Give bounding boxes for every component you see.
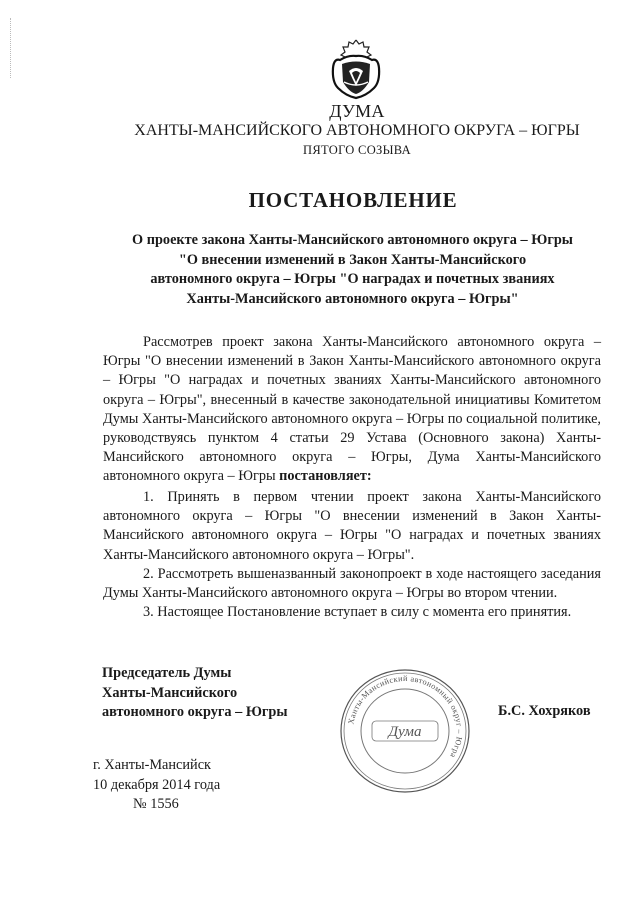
coat-of-arms-icon — [328, 38, 384, 100]
issuer-name: ДУМА — [329, 101, 385, 121]
signatory-name: Б.С. Хохряков — [498, 703, 591, 719]
resolution-item-1: 1. Принять в первом чтении проект закона Ханты-Мансийского автономного округа – Югры "О внесении изменений в Закон Ханты-Мансийского автономного округа – Югры "О наградах и почетных званиях Ханты-Мансийского автономного округа – Югры". — [103, 489, 601, 563]
resolution-item-2: 2. Рассмотреть вышеназванный законопроект в ходе настоящего заседания Думы Ханты-Мансийского автономного округа – Югры во втором чтении. — [103, 565, 601, 602]
resolves-word: постановляет: — [279, 468, 372, 485]
signatory-title — [102, 664, 288, 723]
subject-line: О проекте закона Ханты-Мансийского автономного округа – Югры — [132, 232, 573, 248]
issuer-region: ХАНТЫ-МАНСИЙСКОГО АВТОНОМНОГО ОКРУГА – ЮГРЫ — [134, 122, 580, 139]
document-subject — [100, 231, 605, 309]
subject-line: Ханты-Мансийского автономного округа – Югры" — [186, 290, 519, 307]
issue-city: г. Ханты-Мансийск — [93, 757, 211, 773]
issue-details — [93, 756, 220, 815]
subject-line: автономного округа – Югры "О наградах и почетных званиях — [150, 271, 555, 287]
signatory-title-line: Ханты-Мансийского — [102, 684, 238, 701]
scan-margin-marks — [10, 18, 15, 78]
document-type-title: ПОСТАНОВЛЕНИЕ — [248, 188, 458, 212]
signatory-title-line: автономного округа – Югры — [102, 704, 288, 720]
issue-date: 10 декабря 2014 года — [93, 776, 221, 793]
resolution-items — [103, 488, 601, 622]
preamble-paragraph — [103, 333, 601, 487]
preamble-text: Рассмотрев проект закона Ханты-Мансийского автономного округа – Югры "О внесении изменений в Закон Ханты-Мансийского автономного округа – Югры "О наградах и почетных званиях Ханты-Мансийского автономного округа – Югры", внесенный в качестве законодательной инициативы Комитетом Думы Ханты-Мансийского автономного округа – Югры по социальной политике, руководствуясь пунктом 4 статьи 29 Устава (Основного закона) Ханты-Мансийского автономного округа – Югры, Дума Ханты-Мансийского автономного округа – Югры — [103, 334, 601, 485]
document-number: № 1556 — [133, 796, 179, 812]
seal-center-text: Дума — [388, 724, 422, 740]
seal-ring-text: Ханты-Мансийский автономный округ – Югра — [346, 673, 465, 760]
signatory-title-line: Председатель Думы — [102, 665, 232, 681]
official-seal-stamp — [338, 667, 472, 795]
subject-line: "О внесении изменений в Закон Ханты-Мансийского — [178, 251, 527, 268]
resolution-item-3: 3. Настоящее Постановление вступает в силу с момента его принятия. — [143, 604, 572, 621]
issuer-convocation: ПЯТОГО СОЗЫВА — [303, 143, 411, 157]
